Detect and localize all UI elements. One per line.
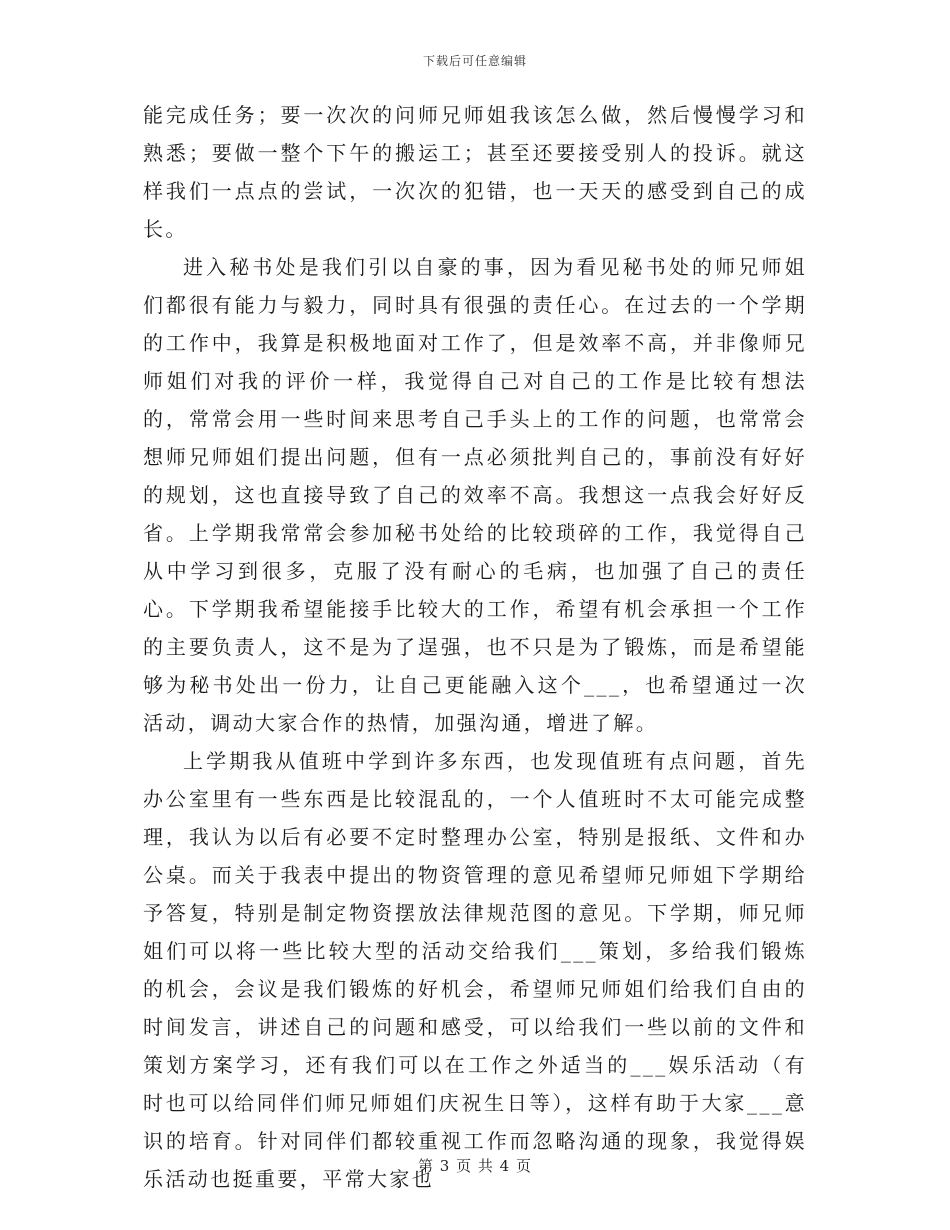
paragraph-duty: 上学期我从值班中学到许多东西，也发现值班有点问题，首先办公室里有一些东西是比较混乱的，一个人值班时不太可能完成整理，我认为以后有必要不定时整理办公室，特别是报纸、文件和办公桌。而关于我表中提出的物资管理的意见希望师兄师姐下学期给予答复，特别是制定物资摆放法律规范图的意见。下学期，师兄师姐们可以将一些比较大型的活动交给我们___策划，多给我们锻炼的机会，会议是我们锻炼的好机会，希望师兄师姐们给我们自由的时间发言，讲述自己的问题和感受，可以给我们一些以前的文件和策划方案学习，还有我们可以在工作之外适当的___娱乐活动（有时也可以给同伴们师兄师姐们庆祝生日等），这样有助于大家___意识的培育。针对同伴们都较重视工作而忽略沟通的现象，我觉得娱乐活动也挺重要，平常大家也 (143, 749, 807, 1191)
page-header: 下载后可任意编辑 (422, 54, 527, 68)
document-body (143, 96, 807, 1198)
paragraph-continuation: 能完成任务；要一次次的问师兄师姐我该怎么做，然后慢慢学习和熟悉；要做一整个下午的搬运工；甚至还要接受别人的投诉。就这样我们一点点的尝试，一次次的犯错，也一天天的感受到自己的成长。 (143, 103, 807, 241)
page-number: 第 3 页 共 4 页 (418, 1157, 532, 1175)
paragraph-secretariat: 进入秘书处是我们引以自豪的事，因为看见秘书处的师兄师姐们都很有能力与毅力，同时具有很强的责任心。在过去的一个学期的工作中，我算是积极地面对工作了，但是效率不高，并非像师兄师姐们对我的评价一样，我觉得自己对自己的工作是比较有想法的，常常会用一些时间来思考自己手头上的工作的问题，也常常会想师兄师姐们提出问题，但有一点必须批判自己的，事前没有好好的规划，这也直接导致了自己的效率不高。我想这一点我会好好反省。上学期我常常会参加秘书处给的比较琐碎的工作，我觉得自己从中学习到很多，克服了没有耐心的毛病，也加强了自己的责任心。下学期我希望能接手比较大的工作，希望有机会承担一个工作的主要负责人，这不是为了逞强，也不只是为了锻炼，而是希望能够为秘书处出一份力，让自己更能融入这个___，也希望通过一次活动，调动大家合作的热情，加强沟通，增进了解。 (143, 255, 807, 735)
